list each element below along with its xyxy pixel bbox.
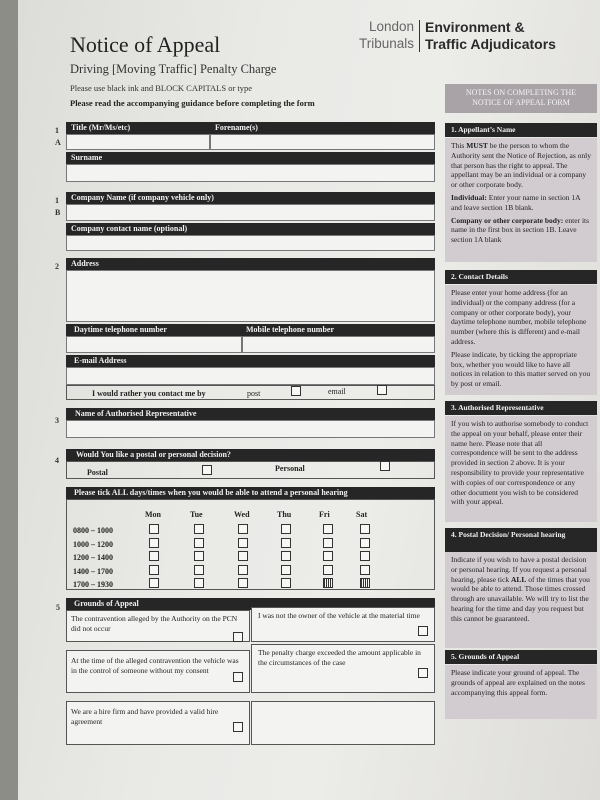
logo-right-line2: Traffic Adjudicators [425,36,556,52]
note-4-body [445,552,597,648]
section-1b-letter: B [55,208,61,217]
availability-checkbox[interactable] [194,551,204,561]
day-header-thu: Thu [277,510,292,519]
form-subtitle: Driving [Moving Traffic] Penalty Charge [70,62,277,76]
note-5-body [445,665,597,719]
surname-field[interactable] [66,164,435,182]
section-1a-header [66,122,435,134]
email-option-label: email [328,387,346,396]
decision-question: Would You like a postal or personal decision? [66,449,435,461]
ink-instruction: Please use black ink and BLOCK CAPITALS or type [70,83,253,93]
ground-checkbox-2[interactable] [418,626,428,636]
availability-checkbox[interactable] [194,578,204,588]
availability-checkbox[interactable] [149,565,159,575]
logo-london-tribunals [348,18,414,52]
forename-label: Forename(s) [215,123,258,132]
availability-checkbox[interactable] [323,538,333,548]
section-1a-letter: A [55,138,61,147]
daytime-phone-field[interactable] [66,336,242,353]
availability-checkbox[interactable] [149,551,159,561]
availability-checkbox[interactable] [281,551,291,561]
forename-field[interactable] [210,134,435,150]
personal-checkbox[interactable] [380,461,390,471]
unavailable-slot-checkbox [323,578,333,588]
postal-checkbox[interactable] [202,465,212,475]
notes-header-line2: NOTICE OF APPEAL FORM [472,98,570,107]
availability-checkbox[interactable] [238,578,248,588]
representative-label: Name of Authorised Representative [66,408,435,420]
representative-field[interactable] [66,420,435,438]
time-slot-label: 1200 – 1400 [73,553,113,562]
availability-checkbox[interactable] [360,524,370,534]
mobile-phone-label: Mobile telephone number [246,325,334,334]
note-1-para-1: This MUST be the person to whom the Authority sent the Notice of Rejection, as only that person has the right to appeal. The appellant may be an individual or a company or other corporate body. [451,141,591,190]
contact-preference-row [66,385,435,400]
section-3-number: 3 [55,416,59,425]
note-1-body [445,138,597,262]
ground-option-3[interactable] [66,650,250,693]
section-1b-number: 1 [55,196,59,205]
contact-preference-label: I would rather you contact me by [92,389,206,398]
ground-checkbox-1[interactable] [233,632,243,642]
post-label: post [247,389,261,398]
availability-checkbox[interactable] [281,524,291,534]
note-2-title: 2. Contact Details [445,270,597,284]
logo-left-line1: London [368,19,414,34]
availability-checkbox[interactable] [149,578,159,588]
note-3-body [445,416,597,522]
ground-text-2: I was not the owner of the vehicle at the material time [258,611,420,620]
postal-label: Postal [87,468,108,477]
availability-grid [66,499,435,590]
availability-checkbox[interactable] [194,538,204,548]
post-checkbox[interactable] [291,386,301,396]
daytime-phone-label: Daytime telephone number [74,325,167,334]
company-contact-field[interactable] [66,235,435,251]
section-2-number: 2 [55,262,59,271]
company-contact-label: Company contact name (optional) [66,223,435,235]
ground-option-2[interactable] [251,607,435,642]
note-1-title: 1. Appellant’s Name [445,123,597,137]
availability-checkbox[interactable] [360,565,370,575]
company-name-label: Company Name (if company vehicle only) [66,192,435,204]
email-address-field[interactable] [66,367,435,385]
note-4-para-1: Indicate if you wish to have a postal decision or personal hearing. If you request a personal hearing, please tick ALL of the times that you would be able to attend. Those times crossed through are unavailable. We will try to list the hearing for the time and day you request but this cannot be guaranteed. [451,555,590,623]
availability-checkbox[interactable] [149,538,159,548]
unavailable-slot-checkbox [360,578,370,588]
title-label: Title (Mr/Ms/etc) [71,123,131,132]
time-slot-label: 0800 – 1000 [73,526,113,535]
appeal-form-page [18,0,600,800]
note-2-body [445,285,597,395]
address-label: Address [66,258,435,270]
notes-header-line1: NOTES ON COMPLETING THE [465,88,577,97]
availability-checkbox[interactable] [360,538,370,548]
decision-options-row [66,461,435,479]
ground-checkbox-3[interactable] [233,672,243,682]
availability-checkbox[interactable] [238,551,248,561]
ground-empty-cell [251,701,435,745]
availability-checkbox[interactable] [323,565,333,575]
ground-checkbox-5[interactable] [233,722,243,732]
day-header-wed: Wed [234,510,250,519]
title-field[interactable] [66,134,210,150]
logo-etaj [425,19,556,53]
email-checkbox[interactable] [377,385,387,395]
availability-checkbox[interactable] [194,524,204,534]
notes-header [445,84,597,113]
availability-checkbox[interactable] [281,578,291,588]
ground-option-1[interactable] [66,610,250,642]
note-5-para-1: Please indicate your ground of appeal. The grounds of appeal are explained on the notes accompanying this appeal form. [451,668,585,697]
personal-label: Personal [275,464,305,473]
section-1a-number: 1 [55,126,59,135]
note-5-title: 5. Grounds of Appeal [445,650,597,664]
time-slot-label: 1400 – 1700 [73,566,113,576]
availability-checkbox[interactable] [281,565,291,575]
day-header-fri: Fri [319,510,330,519]
availability-checkbox[interactable] [323,551,333,561]
availability-checkbox[interactable] [323,524,333,534]
grounds-grid [66,610,435,745]
note-1-para-3: Company or other corporate body: enter its name in the first box in section 1B. Leave section 1A blank [451,215,590,245]
note-2-para-2: Please indicate, by ticking the appropriate box, whether you would like to have all notices in relation to this matter served on you by post or email. [451,349,591,389]
ground-text-3: At the time of the alleged contravention the vehicle was in the control of someone without my consent [71,656,239,675]
ground-text-1: The contravention alleged by the Authority on the PCN did not occur [71,614,238,633]
logo-divider [419,20,420,52]
day-header-mon: Mon [145,510,161,519]
note-2-para-1: Please enter your home address (for an individual) or the company address (for a company or other corporate body), your daytime telephone number, mobile telephone number (where this is different) and e-mail address. [451,288,587,346]
availability-checkbox[interactable] [238,538,248,548]
ground-text-5: We are a hire firm and have provided a valid hire agreement [71,707,219,726]
availability-checkbox[interactable] [281,538,291,548]
mobile-phone-field[interactable] [242,336,435,353]
availability-label: Please tick ALL days/times when you would be able to attend a personal hearing [66,487,435,499]
note-3-para-1: If you wish to authorise somebody to conduct the appeal on your behalf, please enter their name here. Please note that all correspondence will be sent to the address provided in section 2 above. It is your responsibility to provide your representative with copies of our correspondence or any other document you wish to be considered with your appeal. [451,419,589,507]
availability-checkbox[interactable] [360,551,370,561]
availability-checkbox[interactable] [149,524,159,534]
phone-header [66,324,435,336]
time-slot-label: 1000 – 1200 [73,539,113,549]
time-slot-label: 1700 – 1930 [73,580,113,589]
grounds-label: Grounds of Appeal [66,598,435,610]
ground-text-4: The penalty charge exceeded the amount applicable in the circumstances of the case [258,648,421,667]
ground-option-5[interactable] [66,701,250,745]
surname-label: Surname [66,152,435,164]
availability-checkbox[interactable] [238,565,248,575]
logo-left-line2: Tribunals [358,36,414,51]
address-field[interactable] [66,270,435,322]
note-1-para-2: Individual: Enter your name in section 1A and leave section 1B blank. [451,192,581,212]
ground-option-4[interactable] [251,644,435,693]
company-name-field[interactable] [66,204,435,221]
form-title: Notice of Appeal [70,32,221,57]
day-header-tue: Tue [190,510,203,519]
section-5-number: 5 [56,603,60,612]
availability-checkbox[interactable] [194,565,204,575]
logo-right-line1: Environment & [425,19,525,35]
ground-checkbox-4[interactable] [418,668,428,678]
section-4-number: 4 [55,456,59,465]
day-header-sat: Sat [356,510,368,519]
email-address-label: E-mail Address [66,355,435,367]
note-4-title: 4. Postal Decision/ Personal hearing [445,528,597,552]
availability-checkbox[interactable] [238,524,248,534]
guidance-instruction: Please read the accompanying guidance before completing the form [70,98,315,108]
note-3-title: 3. Authorised Representative [445,401,597,415]
